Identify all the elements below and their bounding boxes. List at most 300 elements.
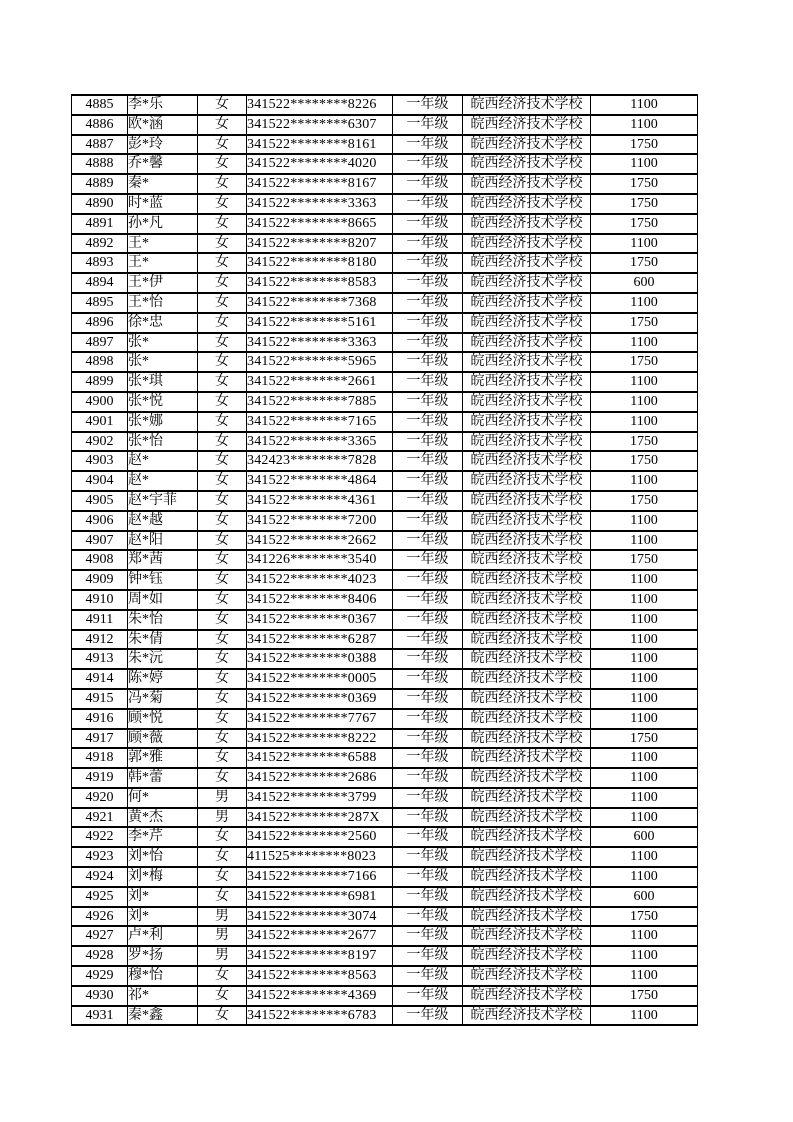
name-cell: 刘*	[128, 907, 198, 927]
grade-cell: 一年级	[393, 174, 463, 194]
school-cell: 皖西经济技术学校	[463, 491, 591, 511]
seq-cell: 4916	[72, 709, 128, 729]
amount-cell: 1750	[591, 432, 698, 452]
table-row	[72, 333, 698, 353]
amount-cell: 1750	[591, 491, 698, 511]
amount-cell: 1750	[591, 907, 698, 927]
name-cell: 王*伊	[128, 273, 198, 293]
school-cell: 皖西经济技术学校	[463, 471, 591, 491]
seq-cell: 4899	[72, 372, 128, 392]
name-cell: 张*	[128, 333, 198, 353]
grade-cell: 一年级	[393, 194, 463, 214]
school-cell: 皖西经济技术学校	[463, 748, 591, 768]
name-cell: 郭*雅	[128, 748, 198, 768]
amount-cell: 1750	[591, 135, 698, 155]
seq-cell: 4886	[72, 115, 128, 135]
name-cell: 钟*钰	[128, 570, 198, 590]
student-funding-table	[71, 94, 698, 1026]
gender-cell: 女	[198, 1006, 247, 1026]
school-cell: 皖西经济技术学校	[463, 392, 591, 412]
table-row	[72, 432, 698, 452]
school-cell: 皖西经济技术学校	[463, 234, 591, 254]
school-cell: 皖西经济技术学校	[463, 95, 591, 115]
seq-cell: 4925	[72, 887, 128, 907]
name-cell: 赵*宇菲	[128, 491, 198, 511]
gender-cell: 女	[198, 986, 247, 1006]
grade-cell: 一年级	[393, 590, 463, 610]
table-row	[72, 748, 698, 768]
name-cell: 周*如	[128, 590, 198, 610]
gender-cell: 女	[198, 372, 247, 392]
gender-cell: 男	[198, 808, 247, 828]
gender-cell: 女	[198, 748, 247, 768]
amount-cell: 1750	[591, 194, 698, 214]
school-cell: 皖西经济技术学校	[463, 135, 591, 155]
name-cell: 祁*	[128, 986, 198, 1006]
seq-cell: 4905	[72, 491, 128, 511]
table-row	[72, 135, 698, 155]
name-cell: 李*乐	[128, 95, 198, 115]
school-cell: 皖西经济技术学校	[463, 154, 591, 174]
school-cell: 皖西经济技术学校	[463, 689, 591, 709]
name-cell: 郑*茜	[128, 550, 198, 570]
name-cell: 刘*怡	[128, 847, 198, 867]
grade-cell: 一年级	[393, 95, 463, 115]
seq-cell: 4897	[72, 333, 128, 353]
name-cell: 赵*	[128, 451, 198, 471]
name-cell: 朱*沅	[128, 649, 198, 669]
name-cell: 顾*悦	[128, 709, 198, 729]
amount-cell: 1100	[591, 590, 698, 610]
gender-cell: 男	[198, 946, 247, 966]
gender-cell: 女	[198, 352, 247, 372]
id-number-cell: 341522********6307	[247, 115, 393, 135]
school-cell: 皖西经济技术学校	[463, 768, 591, 788]
gender-cell: 女	[198, 154, 247, 174]
grade-cell: 一年级	[393, 669, 463, 689]
id-number-cell: 341522********287X	[247, 808, 393, 828]
school-cell: 皖西经济技术学校	[463, 412, 591, 432]
gender-cell: 女	[198, 768, 247, 788]
school-cell: 皖西经济技术学校	[463, 194, 591, 214]
amount-cell: 1100	[591, 788, 698, 808]
id-number-cell: 341522********4020	[247, 154, 393, 174]
amount-cell: 1100	[591, 392, 698, 412]
table-row	[72, 649, 698, 669]
gender-cell: 女	[198, 550, 247, 570]
seq-cell: 4903	[72, 451, 128, 471]
school-cell: 皖西经济技术学校	[463, 788, 591, 808]
seq-cell: 4915	[72, 689, 128, 709]
seq-cell: 4912	[72, 630, 128, 650]
seq-cell: 4904	[72, 471, 128, 491]
amount-cell: 1750	[591, 253, 698, 273]
table-row	[72, 293, 698, 313]
gender-cell: 女	[198, 649, 247, 669]
name-cell: 张*怡	[128, 432, 198, 452]
school-cell: 皖西经济技术学校	[463, 986, 591, 1006]
seq-cell: 4917	[72, 729, 128, 749]
name-cell: 赵*越	[128, 511, 198, 531]
seq-cell: 4921	[72, 808, 128, 828]
table-row	[72, 491, 698, 511]
amount-cell: 1100	[591, 115, 698, 135]
name-cell: 朱*怡	[128, 610, 198, 630]
id-number-cell: 341522********2686	[247, 768, 393, 788]
gender-cell: 女	[198, 214, 247, 234]
grade-cell: 一年级	[393, 649, 463, 669]
gender-cell: 女	[198, 115, 247, 135]
gender-cell: 女	[198, 333, 247, 353]
gender-cell: 女	[198, 293, 247, 313]
id-number-cell: 341226********3540	[247, 550, 393, 570]
seq-cell: 4923	[72, 847, 128, 867]
id-number-cell: 341522********8207	[247, 234, 393, 254]
name-cell: 张*娜	[128, 412, 198, 432]
name-cell: 李*芹	[128, 827, 198, 847]
table-row	[72, 709, 698, 729]
table-row	[72, 95, 698, 115]
table-row	[72, 610, 698, 630]
table-row	[72, 273, 698, 293]
gender-cell: 女	[198, 630, 247, 650]
amount-cell: 1100	[591, 768, 698, 788]
id-number-cell: 341522********8197	[247, 946, 393, 966]
table-row	[72, 174, 698, 194]
seq-cell: 4928	[72, 946, 128, 966]
gender-cell: 女	[198, 847, 247, 867]
grade-cell: 一年级	[393, 451, 463, 471]
seq-cell: 4891	[72, 214, 128, 234]
table-row	[72, 887, 698, 907]
school-cell: 皖西经济技术学校	[463, 649, 591, 669]
school-cell: 皖西经济技术学校	[463, 966, 591, 986]
school-cell: 皖西经济技术学校	[463, 531, 591, 551]
seq-cell: 4922	[72, 827, 128, 847]
id-number-cell: 341522********7767	[247, 709, 393, 729]
amount-cell: 1100	[591, 689, 698, 709]
amount-cell: 1100	[591, 95, 698, 115]
grade-cell: 一年级	[393, 907, 463, 927]
amount-cell: 1100	[591, 926, 698, 946]
id-number-cell: 341522********6588	[247, 748, 393, 768]
amount-cell: 1100	[591, 630, 698, 650]
name-cell: 赵*阳	[128, 531, 198, 551]
grade-cell: 一年级	[393, 946, 463, 966]
id-number-cell: 341522********8563	[247, 966, 393, 986]
gender-cell: 女	[198, 174, 247, 194]
name-cell: 欧*涵	[128, 115, 198, 135]
seq-cell: 4918	[72, 748, 128, 768]
school-cell: 皖西经济技术学校	[463, 590, 591, 610]
seq-cell: 4892	[72, 234, 128, 254]
id-number-cell: 342423********7828	[247, 451, 393, 471]
amount-cell: 1750	[591, 451, 698, 471]
gender-cell: 女	[198, 432, 247, 452]
gender-cell: 女	[198, 887, 247, 907]
id-number-cell: 341522********7200	[247, 511, 393, 531]
amount-cell: 1750	[591, 986, 698, 1006]
table-row	[72, 986, 698, 1006]
seq-cell: 4889	[72, 174, 128, 194]
name-cell: 黄*杰	[128, 808, 198, 828]
seq-cell: 4929	[72, 966, 128, 986]
id-number-cell: 341522********8180	[247, 253, 393, 273]
grade-cell: 一年级	[393, 1006, 463, 1026]
id-number-cell: 341522********2677	[247, 926, 393, 946]
gender-cell: 男	[198, 907, 247, 927]
gender-cell: 女	[198, 610, 247, 630]
grade-cell: 一年级	[393, 253, 463, 273]
school-cell: 皖西经济技术学校	[463, 887, 591, 907]
table-row	[72, 115, 698, 135]
grade-cell: 一年级	[393, 926, 463, 946]
amount-cell: 1750	[591, 352, 698, 372]
name-cell: 赵*	[128, 471, 198, 491]
seq-cell: 4910	[72, 590, 128, 610]
id-number-cell: 341522********8583	[247, 273, 393, 293]
grade-cell: 一年级	[393, 214, 463, 234]
gender-cell: 女	[198, 966, 247, 986]
grade-cell: 一年级	[393, 808, 463, 828]
seq-cell: 4896	[72, 313, 128, 333]
name-cell: 冯*菊	[128, 689, 198, 709]
grade-cell: 一年级	[393, 115, 463, 135]
id-number-cell: 341522********4369	[247, 986, 393, 1006]
table-row	[72, 808, 698, 828]
seq-cell: 4895	[72, 293, 128, 313]
seq-cell: 4885	[72, 95, 128, 115]
grade-cell: 一年级	[393, 867, 463, 887]
table-row	[72, 966, 698, 986]
table-row	[72, 531, 698, 551]
grade-cell: 一年级	[393, 511, 463, 531]
school-cell: 皖西经济技术学校	[463, 214, 591, 234]
name-cell: 王*	[128, 253, 198, 273]
school-cell: 皖西经济技术学校	[463, 808, 591, 828]
name-cell: 罗*扬	[128, 946, 198, 966]
amount-cell: 1100	[591, 234, 698, 254]
amount-cell: 1100	[591, 412, 698, 432]
id-number-cell: 341522********4023	[247, 570, 393, 590]
amount-cell: 1100	[591, 511, 698, 531]
seq-cell: 4919	[72, 768, 128, 788]
id-number-cell: 341522********8665	[247, 214, 393, 234]
amount-cell: 1100	[591, 293, 698, 313]
name-cell: 张*琪	[128, 372, 198, 392]
seq-cell: 4898	[72, 352, 128, 372]
table-row	[72, 412, 698, 432]
id-number-cell: 411525********8023	[247, 847, 393, 867]
seq-cell: 4888	[72, 154, 128, 174]
id-number-cell: 341522********0369	[247, 689, 393, 709]
gender-cell: 女	[198, 412, 247, 432]
amount-cell: 1100	[591, 867, 698, 887]
seq-cell: 4887	[72, 135, 128, 155]
id-number-cell: 341522********2661	[247, 372, 393, 392]
seq-cell: 4894	[72, 273, 128, 293]
grade-cell: 一年级	[393, 531, 463, 551]
table-row	[72, 570, 698, 590]
school-cell: 皖西经济技术学校	[463, 827, 591, 847]
name-cell: 秦*鑫	[128, 1006, 198, 1026]
grade-cell: 一年级	[393, 610, 463, 630]
grade-cell: 一年级	[393, 768, 463, 788]
seq-cell: 4893	[72, 253, 128, 273]
school-cell: 皖西经济技术学校	[463, 1006, 591, 1026]
amount-cell: 1100	[591, 808, 698, 828]
school-cell: 皖西经济技术学校	[463, 570, 591, 590]
gender-cell: 女	[198, 135, 247, 155]
id-number-cell: 341522********0005	[247, 669, 393, 689]
school-cell: 皖西经济技术学校	[463, 907, 591, 927]
amount-cell: 1100	[591, 946, 698, 966]
name-cell: 韩*蕾	[128, 768, 198, 788]
gender-cell: 女	[198, 590, 247, 610]
table-row	[72, 511, 698, 531]
gender-cell: 女	[198, 531, 247, 551]
id-number-cell: 341522********4864	[247, 471, 393, 491]
table-row	[72, 352, 698, 372]
school-cell: 皖西经济技术学校	[463, 610, 591, 630]
gender-cell: 男	[198, 926, 247, 946]
gender-cell: 女	[198, 827, 247, 847]
gender-cell: 女	[198, 313, 247, 333]
school-cell: 皖西经济技术学校	[463, 729, 591, 749]
grade-cell: 一年级	[393, 630, 463, 650]
grade-cell: 一年级	[393, 827, 463, 847]
name-cell: 王*怡	[128, 293, 198, 313]
grade-cell: 一年级	[393, 313, 463, 333]
seq-cell: 4902	[72, 432, 128, 452]
seq-cell: 4906	[72, 511, 128, 531]
grade-cell: 一年级	[393, 234, 463, 254]
amount-cell: 1750	[591, 313, 698, 333]
school-cell: 皖西经济技术学校	[463, 432, 591, 452]
amount-cell: 1100	[591, 531, 698, 551]
school-cell: 皖西经济技术学校	[463, 946, 591, 966]
amount-cell: 1750	[591, 174, 698, 194]
amount-cell: 1100	[591, 570, 698, 590]
grade-cell: 一年级	[393, 432, 463, 452]
grade-cell: 一年级	[393, 887, 463, 907]
id-number-cell: 341522********7885	[247, 392, 393, 412]
gender-cell: 女	[198, 689, 247, 709]
school-cell: 皖西经济技术学校	[463, 352, 591, 372]
name-cell: 穆*怡	[128, 966, 198, 986]
school-cell: 皖西经济技术学校	[463, 669, 591, 689]
table-row	[72, 669, 698, 689]
school-cell: 皖西经济技术学校	[463, 372, 591, 392]
table-row	[72, 313, 698, 333]
grade-cell: 一年级	[393, 293, 463, 313]
amount-cell: 1100	[591, 709, 698, 729]
table-row	[72, 194, 698, 214]
id-number-cell: 341522********7165	[247, 412, 393, 432]
grade-cell: 一年级	[393, 154, 463, 174]
gender-cell: 女	[198, 729, 247, 749]
school-cell: 皖西经济技术学校	[463, 630, 591, 650]
table-row	[72, 214, 698, 234]
table-body	[72, 95, 698, 1025]
gender-cell: 女	[198, 669, 247, 689]
name-cell: 刘*	[128, 887, 198, 907]
gender-cell: 女	[198, 491, 247, 511]
id-number-cell: 341522********8226	[247, 95, 393, 115]
name-cell: 陈*婷	[128, 669, 198, 689]
table-row	[72, 451, 698, 471]
amount-cell: 1100	[591, 372, 698, 392]
seq-cell: 4931	[72, 1006, 128, 1026]
table-row	[72, 689, 698, 709]
grade-cell: 一年级	[393, 986, 463, 1006]
name-cell: 徐*忠	[128, 313, 198, 333]
table-row	[72, 907, 698, 927]
grade-cell: 一年级	[393, 550, 463, 570]
school-cell: 皖西经济技术学校	[463, 273, 591, 293]
amount-cell: 1750	[591, 214, 698, 234]
table-row	[72, 926, 698, 946]
id-number-cell: 341522********6981	[247, 887, 393, 907]
table-row	[72, 471, 698, 491]
gender-cell: 女	[198, 867, 247, 887]
amount-cell: 1100	[591, 748, 698, 768]
grade-cell: 一年级	[393, 491, 463, 511]
id-number-cell: 341522********3074	[247, 907, 393, 927]
amount-cell: 1750	[591, 729, 698, 749]
seq-cell: 4927	[72, 926, 128, 946]
name-cell: 张*悦	[128, 392, 198, 412]
grade-cell: 一年级	[393, 352, 463, 372]
school-cell: 皖西经济技术学校	[463, 333, 591, 353]
seq-cell: 4907	[72, 531, 128, 551]
school-cell: 皖西经济技术学校	[463, 253, 591, 273]
name-cell: 孙*凡	[128, 214, 198, 234]
gender-cell: 女	[198, 95, 247, 115]
name-cell: 张*	[128, 352, 198, 372]
name-cell: 乔*馨	[128, 154, 198, 174]
id-number-cell: 341522********0388	[247, 649, 393, 669]
gender-cell: 男	[198, 788, 247, 808]
table-row	[72, 550, 698, 570]
grade-cell: 一年级	[393, 412, 463, 432]
amount-cell: 1100	[591, 471, 698, 491]
gender-cell: 女	[198, 253, 247, 273]
seq-cell: 4911	[72, 610, 128, 630]
table-row	[72, 372, 698, 392]
name-cell: 顾*薇	[128, 729, 198, 749]
id-number-cell: 341522********8167	[247, 174, 393, 194]
name-cell: 时*蓝	[128, 194, 198, 214]
grade-cell: 一年级	[393, 471, 463, 491]
school-cell: 皖西经济技术学校	[463, 115, 591, 135]
grade-cell: 一年级	[393, 273, 463, 293]
table-row	[72, 729, 698, 749]
seq-cell: 4914	[72, 669, 128, 689]
school-cell: 皖西经济技术学校	[463, 451, 591, 471]
table-row	[72, 768, 698, 788]
name-cell: 彭*玲	[128, 135, 198, 155]
gender-cell: 女	[198, 570, 247, 590]
table-row	[72, 1006, 698, 1026]
name-cell: 朱*倩	[128, 630, 198, 650]
grade-cell: 一年级	[393, 847, 463, 867]
amount-cell: 600	[591, 887, 698, 907]
table-row	[72, 788, 698, 808]
amount-cell: 600	[591, 827, 698, 847]
amount-cell: 1100	[591, 333, 698, 353]
seq-cell: 4909	[72, 570, 128, 590]
